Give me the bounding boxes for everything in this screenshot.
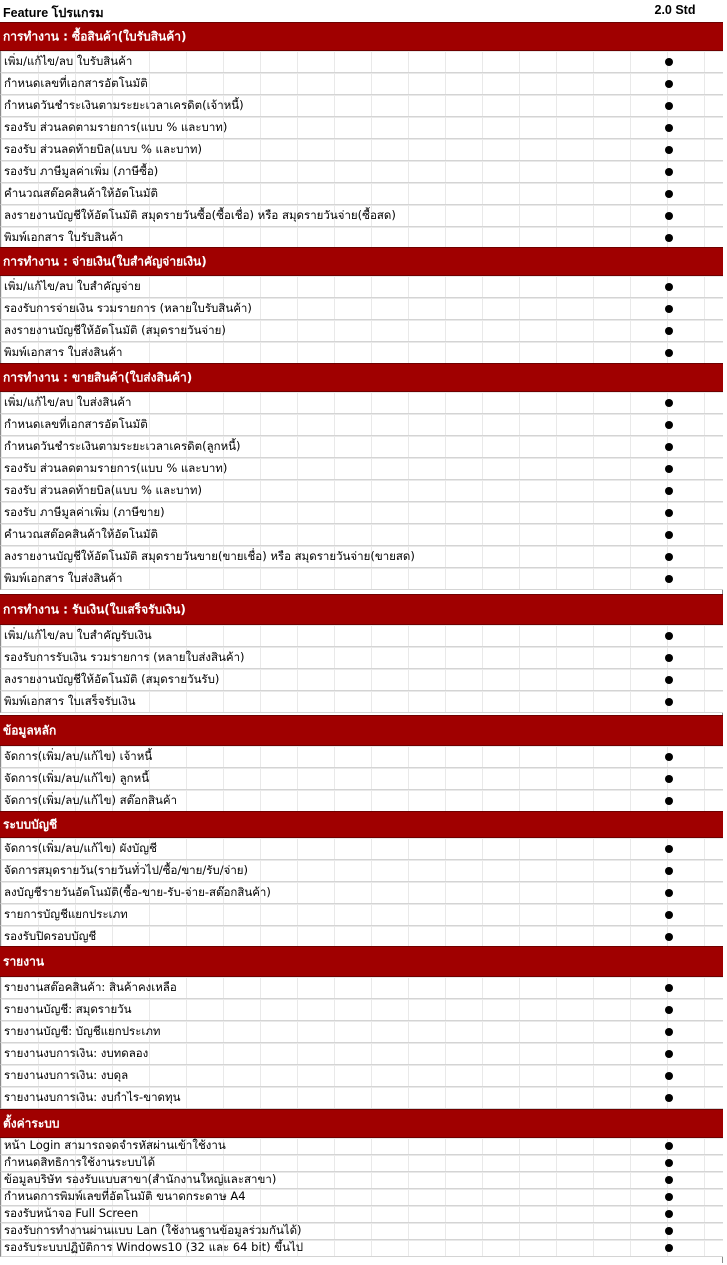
feature-included-icon	[665, 676, 673, 684]
feature-label: รองรับ ส่วนลดตามรายการ(แบบ % และบาท)	[4, 460, 228, 475]
feature-label: รองรับการรับเงิน รวมรายการ (หลายใบส่งสินค้า)	[4, 649, 245, 664]
feature-included-icon	[665, 80, 673, 88]
feature-row	[0, 691, 723, 713]
feature-label: ลงรายงานบัญชีให้อัตโนมัติ (สมุดรายวันรับ)	[4, 671, 220, 686]
feature-label: ลงบัญชีรายวันอัตโนมัติ(ซื้อ-ขาย-รับ-จ่าย-สต๊อกสินค้า)	[4, 884, 271, 899]
section-title: ระบบบัญชี	[3, 817, 58, 831]
feature-included-icon	[665, 911, 673, 919]
feature-row	[0, 546, 723, 568]
section-header	[0, 715, 723, 746]
section-header	[0, 594, 723, 625]
feature-column-header: Feature โปรแกรม	[3, 6, 104, 20]
feature-included-icon	[665, 698, 673, 706]
feature-included-icon	[665, 531, 673, 539]
feature-row	[0, 1043, 723, 1065]
feature-label: กำหนดสิทธิการใช้งานระบบได้	[4, 1155, 156, 1169]
feature-label: เพิ่ม/แก้ไข/ลบ ใบส่งสินค้า	[4, 394, 132, 409]
feature-included-icon	[665, 1159, 673, 1167]
feature-included-icon	[665, 234, 673, 242]
feature-row	[0, 1138, 723, 1155]
feature-included-icon	[665, 1176, 673, 1184]
section-header	[0, 363, 723, 392]
feature-included-icon	[665, 1210, 673, 1218]
feature-included-icon	[665, 212, 673, 220]
feature-included-icon	[665, 753, 673, 761]
feature-row	[0, 647, 723, 669]
feature-label: คำนวณสต๊อคสินค้าให้อัตโนมัติ	[4, 185, 158, 200]
feature-row	[0, 1065, 723, 1087]
section-header	[0, 811, 723, 838]
feature-included-icon	[665, 399, 673, 407]
feature-label: จัดการสมุดรายวัน(รายวันทั่วไป/ซื้อ/ขาย/รับ/จ่าย)	[4, 862, 249, 877]
feature-label: รองรับ ส่วนลดท้ายบิล(แบบ % และบาท)	[4, 141, 203, 156]
feature-row	[0, 205, 723, 227]
feature-label: รองรับปิดรอบบัญชี	[4, 928, 97, 943]
feature-label: รองรับการทำงานผ่านแบบ Lan (ใช้งานฐานข้อมูลร่วมกันได้)	[4, 1223, 302, 1237]
feature-row	[0, 392, 723, 414]
feature-row	[0, 904, 723, 926]
feature-included-icon	[665, 1244, 673, 1252]
feature-included-icon	[665, 124, 673, 132]
feature-included-icon	[665, 168, 673, 176]
section-header	[0, 1109, 723, 1138]
feature-row	[0, 414, 723, 436]
feature-row	[0, 458, 723, 480]
section-title: การทำงาน : ซื้อสินค้า(ใบรับสินค้า)	[3, 29, 187, 43]
feature-label: ข้อมูลบริษัท รองรับแบบสาขา(สำนักงานใหญ่และสาขา)	[4, 1172, 277, 1186]
feature-label: จัดการ(เพิ่ม/ลบ/แก้ไข) สต๊อกสินค้า	[4, 792, 178, 807]
feature-row	[0, 882, 723, 904]
feature-row	[0, 320, 723, 342]
feature-row	[0, 568, 723, 590]
feature-included-icon	[665, 775, 673, 783]
feature-row	[0, 1155, 723, 1172]
feature-row	[0, 73, 723, 95]
feature-label: รายงานบัญชี: บัญชีแยกประเภท	[4, 1023, 161, 1038]
feature-row	[0, 1206, 723, 1223]
feature-row	[0, 161, 723, 183]
feature-included-icon	[665, 1050, 673, 1058]
feature-label: พิมพ์เอกสาร ใบส่งสินค้า	[4, 570, 123, 585]
feature-included-icon	[665, 984, 673, 992]
feature-row	[0, 999, 723, 1021]
feature-row	[0, 524, 723, 546]
feature-included-icon	[665, 487, 673, 495]
feature-row	[0, 502, 723, 524]
feature-included-icon	[665, 845, 673, 853]
feature-label: รองรับการจ่ายเงิน รวมรายการ (หลายใบรับสินค้า)	[4, 300, 252, 315]
feature-label: เพิ่ม/แก้ไข/ลบ ใบสำคัญรับเงิน	[4, 627, 152, 642]
feature-included-icon	[665, 632, 673, 640]
feature-label: กำหนดการพิมพ์เลขที่อัตโนมัติ ขนาดกระดาษ A4	[4, 1189, 246, 1203]
feature-included-icon	[665, 1028, 673, 1036]
feature-included-icon	[665, 190, 673, 198]
feature-row	[0, 1189, 723, 1206]
feature-row	[0, 669, 723, 691]
section-header	[0, 247, 723, 276]
feature-included-icon	[665, 509, 673, 517]
section-title: ตั้งค่าระบบ	[3, 1116, 60, 1130]
feature-included-icon	[665, 465, 673, 473]
section-header	[0, 22, 723, 51]
feature-label: รายงานสต๊อคสินค้า: สินค้าคงเหลือ	[4, 979, 177, 994]
version-column-header: 2.0 Std	[654, 3, 696, 17]
feature-label: รองรับ ภาษีมูลค่าเพิ่ม (ภาษีซื้อ)	[4, 163, 159, 178]
feature-included-icon	[665, 443, 673, 451]
feature-included-icon	[665, 1193, 673, 1201]
feature-label: รองรับหน้าจอ Full Screen	[4, 1206, 139, 1220]
feature-included-icon	[665, 1094, 673, 1102]
feature-label: เพิ่ม/แก้ไข/ลบ ใบสำคัญจ่าย	[4, 278, 141, 293]
feature-label: หน้า Login สามารถจดจำรหัสผ่านเข้าใช้งาน	[4, 1138, 226, 1152]
feature-row	[0, 1021, 723, 1043]
feature-row	[0, 436, 723, 458]
feature-label: รองรับ ส่วนลดท้ายบิล(แบบ % และบาท)	[4, 482, 203, 497]
feature-row	[0, 1223, 723, 1240]
feature-label: คำนวณสต๊อคสินค้าให้อัตโนมัติ	[4, 526, 158, 541]
feature-label: พิมพ์เอกสาร ใบรับสินค้า	[4, 229, 124, 244]
feature-label: รองรับ ภาษีมูลค่าเพิ่ม (ภาษีขาย)	[4, 504, 165, 519]
section-title: รายงาน	[3, 954, 45, 968]
section-title: การทำงาน : จ่ายเงิน(ใบสำคัญจ่ายเงิน)	[3, 254, 207, 268]
feature-row	[0, 790, 723, 812]
feature-included-icon	[665, 349, 673, 357]
feature-row	[0, 276, 723, 298]
feature-row	[0, 625, 723, 647]
feature-row	[0, 768, 723, 790]
feature-row	[0, 1240, 723, 1257]
feature-label: รายงานงบการเงิน: งบทดลอง	[4, 1045, 149, 1060]
feature-row	[0, 139, 723, 161]
feature-row	[0, 1172, 723, 1189]
feature-label: กำหนดเลขที่เอกสารอัตโนมัติ	[4, 416, 148, 431]
feature-label: จัดการ(เพิ่ม/ลบ/แก้ไข) ผังบัญชี	[4, 840, 157, 855]
section-title: การทำงาน : รับเงิน(ใบเสร็จรับเงิน)	[3, 602, 186, 616]
feature-label: พิมพ์เอกสาร ใบเสร็จรับเงิน	[4, 693, 136, 708]
feature-label: รายงานงบการเงิน: งบดุล	[4, 1067, 129, 1082]
feature-row	[0, 95, 723, 117]
table-header	[0, 0, 725, 22]
feature-label: รองรับ ส่วนลดตามรายการ(แบบ % และบาท)	[4, 119, 228, 134]
feature-row	[0, 860, 723, 882]
feature-label: รองรับระบบปฏิบัติการ Windows10 (32 และ 64 bit) ขึ้นไป	[4, 1240, 304, 1254]
feature-row	[0, 977, 723, 999]
feature-row	[0, 342, 723, 364]
feature-row	[0, 480, 723, 502]
feature-label: ลงรายงานบัญชีให้อัตโนมัติ (สมุดรายวันจ่าย)	[4, 322, 226, 337]
section-title: การทำงาน : ขายสินค้า(ใบส่งสินค้า)	[3, 370, 193, 384]
feature-label: รายงานบัญชี: สมุดรายวัน	[4, 1001, 132, 1016]
feature-included-icon	[665, 1006, 673, 1014]
feature-label: กำหนดเลขที่เอกสารอัตโนมัติ	[4, 75, 148, 90]
feature-label: พิมพ์เอกสาร ใบส่งสินค้า	[4, 344, 123, 359]
feature-included-icon	[665, 654, 673, 662]
feature-row	[0, 838, 723, 860]
feature-included-icon	[665, 58, 673, 66]
feature-label: รายการบัญชีแยกประเภท	[4, 906, 128, 921]
feature-included-icon	[665, 305, 673, 313]
feature-included-icon	[665, 1072, 673, 1080]
feature-row	[0, 227, 723, 249]
feature-row	[0, 183, 723, 205]
feature-included-icon	[665, 889, 673, 897]
feature-label: ลงรายงานบัญชีให้อัตโนมัติ สมุดรายวันซื้อ(ซื้อเชื่อ) หรือ สมุดรายวันจ่าย(ซื้อสด)	[4, 207, 396, 222]
feature-row	[0, 926, 723, 948]
feature-label: จัดการ(เพิ่ม/ลบ/แก้ไข) ลูกหนี้	[4, 770, 150, 785]
feature-label: ลงรายงานบัญชีให้อัตโนมัติ สมุดรายวันขาย(ขายเชื่อ) หรือ สมุดรายวันจ่าย(ขายสด)	[4, 548, 415, 563]
feature-included-icon	[665, 933, 673, 941]
feature-label: กำหนดวันชำระเงินตามระยะเวลาเครดิต(เจ้าหนี้)	[4, 97, 244, 112]
section-title: ข้อมูลหลัก	[3, 723, 57, 737]
feature-included-icon	[665, 1142, 673, 1150]
feature-row	[0, 746, 723, 768]
feature-label: รายงานงบการเงิน: งบกำไร-ขาดทุน	[4, 1089, 181, 1104]
feature-included-icon	[665, 102, 673, 110]
feature-included-icon	[665, 575, 673, 583]
feature-included-icon	[665, 146, 673, 154]
feature-label: เพิ่ม/แก้ไข/ลบ ใบรับสินค้า	[4, 53, 133, 68]
feature-label: กำหนดวันชำระเงินตามระยะเวลาเครดิต(ลูกหนี้)	[4, 438, 241, 453]
feature-included-icon	[665, 867, 673, 875]
feature-included-icon	[665, 283, 673, 291]
feature-included-icon	[665, 553, 673, 561]
section-header	[0, 946, 723, 977]
feature-included-icon	[665, 421, 673, 429]
feature-included-icon	[665, 327, 673, 335]
feature-row	[0, 51, 723, 73]
feature-row	[0, 1087, 723, 1109]
feature-label: จัดการ(เพิ่ม/ลบ/แก้ไข) เจ้าหนี้	[4, 748, 153, 763]
feature-row	[0, 117, 723, 139]
feature-included-icon	[665, 797, 673, 805]
feature-included-icon	[665, 1227, 673, 1235]
feature-row	[0, 298, 723, 320]
